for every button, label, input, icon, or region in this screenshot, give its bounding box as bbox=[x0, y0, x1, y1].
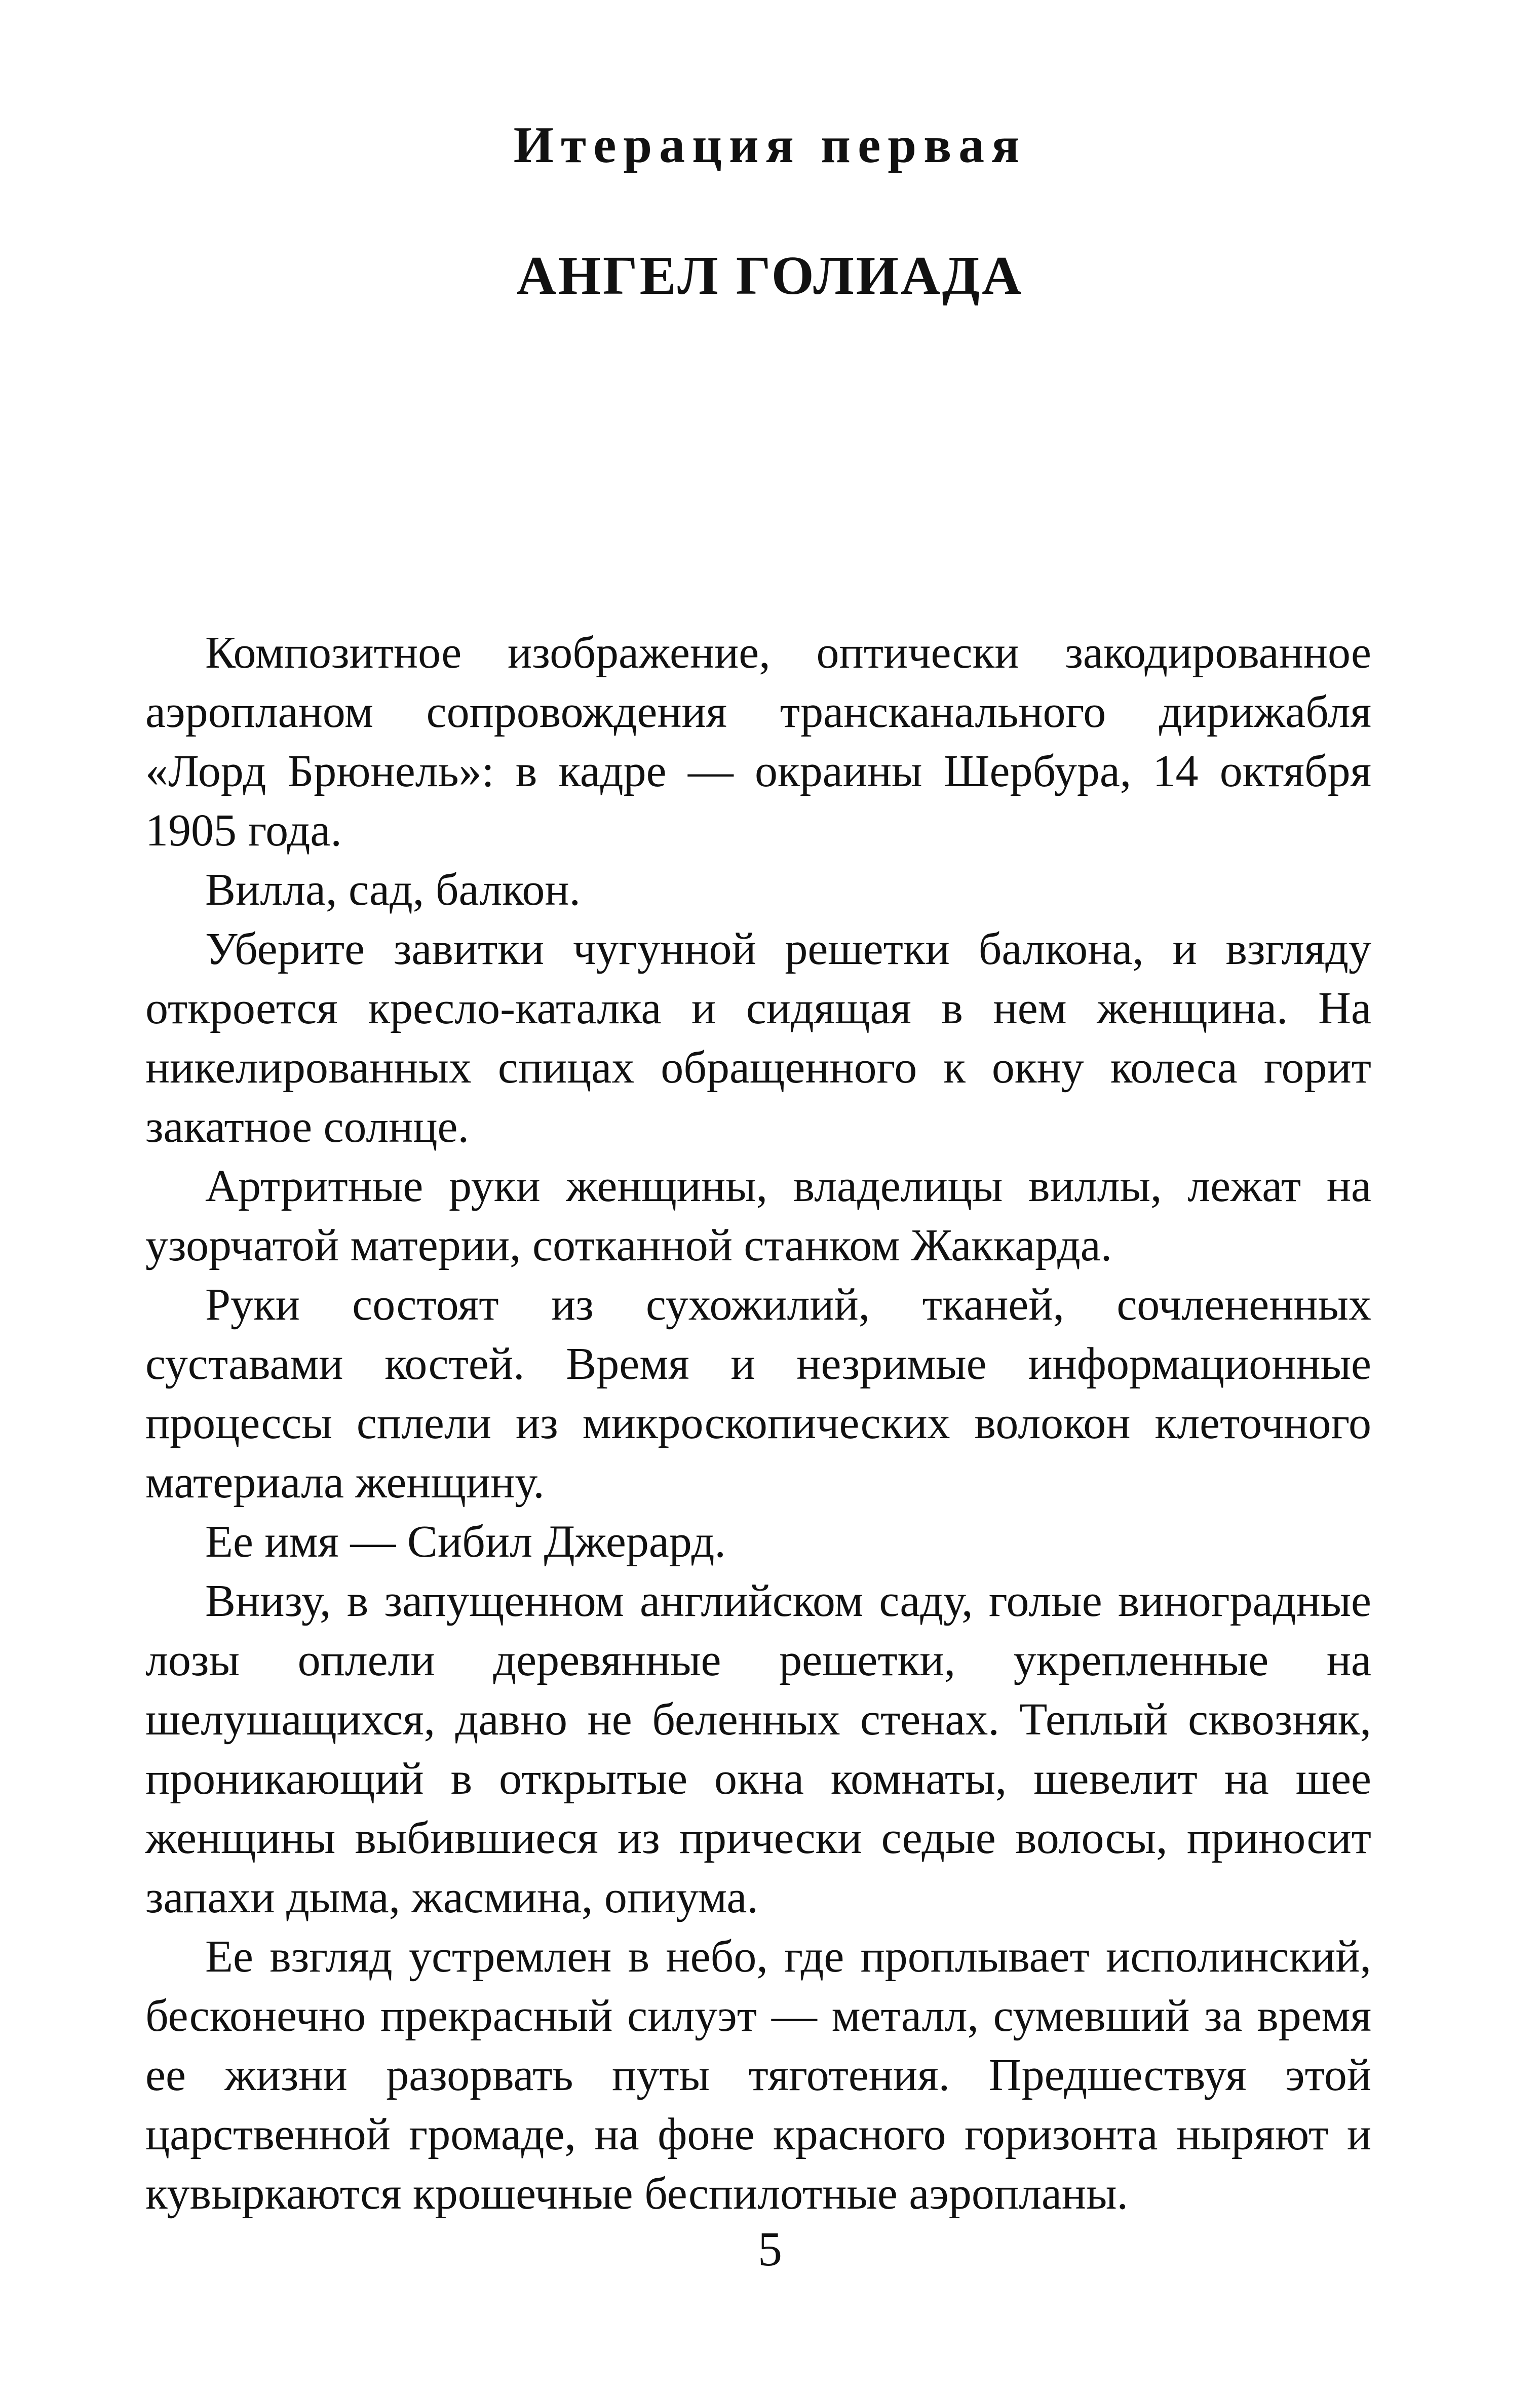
paragraph: Артритные руки женщины, владелицы виллы, лежат на узорчатой материи, сотканной станком Жаккарда. bbox=[145, 1161, 1371, 1270]
part-title: Итерация первая bbox=[513, 117, 1027, 174]
page-number: 5 bbox=[758, 2222, 782, 2276]
paragraph: Уберите завитки чугунной решетки балкона, и взгляду откроется кресло-каталка и сидящая в нем женщина. На никелированных спицах обращенного к окну колеса горит закатное солнце. bbox=[145, 924, 1371, 1152]
paragraph: Вилла, сад, балкон. bbox=[205, 865, 581, 915]
paragraph: Руки состоят из сухожилий, тканей, сочлененных суставами костей. Время и незримые информационные процессы сплели из микроскопических волокон клеточного материала женщину. bbox=[145, 1280, 1371, 1508]
paragraph: Композитное изображение, оптически закодированное аэропланом сопровождения трансканального дирижабля «Лорд Брюнель»: в кадре — окраины Шербура, 14 октября 1905 года. bbox=[145, 628, 1371, 856]
paragraph: Ее взгляд устремлен в небо, где проплывает исполинский, бесконечно прекрасный силуэт — металл, сумевший за время ее жизни разорвать путы тяготения. Предшествуя этой царственной громаде, на фоне красного горизонта ныряют и кувыркаются крошечные беспилотные аэропланы. bbox=[145, 1932, 1371, 2219]
chapter-body bbox=[145, 623, 1371, 2223]
chapter-title: АНГЕЛ ГОЛИАДА bbox=[516, 246, 1024, 306]
paragraph: Внизу, в запущенном английском саду, голые виноградные лозы оплели деревянные решетки, укрепленные на шелушащихся, давно не беленных стенах. Теплый сквозняк, проникающий в открытые окна комнаты, шевелит на шее женщины выбившиеся из прически седые волосы, приносит запахи дыма, жасмина, опиума. bbox=[145, 1576, 1371, 1922]
paragraph: Ее имя — Сибил Джерард. bbox=[205, 1517, 726, 1567]
